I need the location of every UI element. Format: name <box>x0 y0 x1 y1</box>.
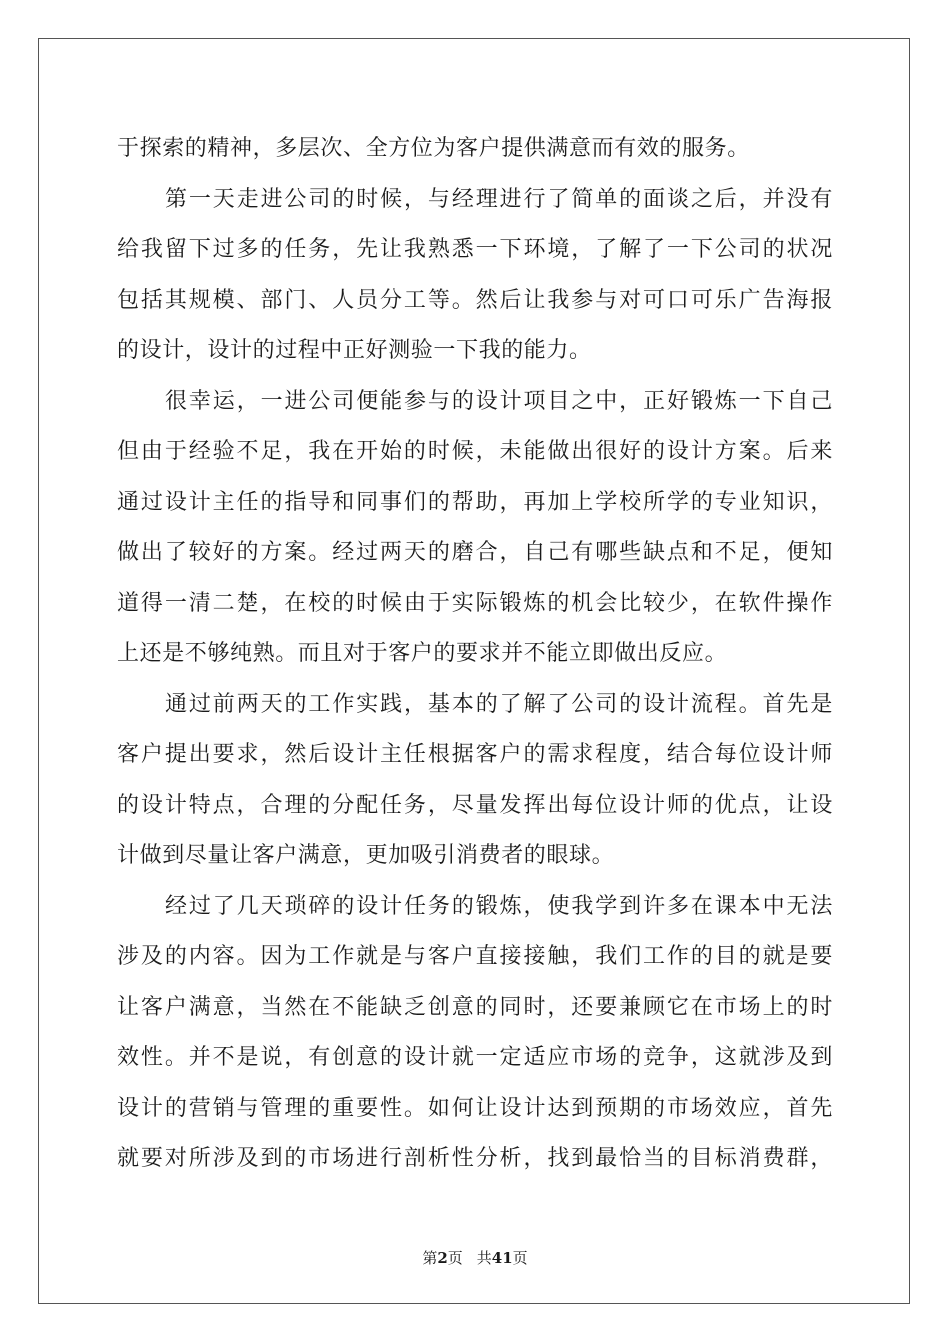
text-line: 就要对所涉及到的市场进行剖析性分析，找到最恰当的目标消费群， <box>117 1146 833 1171</box>
page-footer <box>0 1248 950 1268</box>
text-line: 的设计特点，合理的分配任务，尽量发挥出每位设计师的优点，让设 <box>117 792 833 818</box>
document-body <box>117 124 833 1185</box>
text-line: 客户提出要求，然后设计主任根据客户的需求程度，结合每位设计师 <box>117 742 833 767</box>
text-line: 但由于经验不足，我在开始的时候，未能做出很好的设计方案。后来 <box>117 439 833 464</box>
text-line: 计做到尽量让客户满意，更加吸引消费者的眼球。 <box>117 843 615 868</box>
text-line: 的设计，设计的过程中正好测验一下我的能力。 <box>117 338 592 363</box>
text-line: 道得一清二楚，在校的时候由于实际锻炼的机会比较少，在软件操作 <box>117 590 833 616</box>
text-line: 让客户满意，当然在不能缺乏创意的同时，还要兼顾它在市场上的时 <box>117 994 833 1020</box>
text-line: 给我留下过多的任务，先让我熟悉一下环境，了解了一下公司的状况 <box>117 237 833 262</box>
text-line: 上还是不够纯熟。而且对于客户的要求并不能立即做出反应。 <box>117 641 728 666</box>
total-prefix: 共 <box>476 1249 492 1267</box>
page-number: 2 <box>437 1249 448 1267</box>
text-line: 涉及的内容。因为工作就是与客户直接接触，我们工作的目的就是要 <box>117 944 833 969</box>
text-line: 效性。并不是说，有创意的设计就一定适应市场的竞争，这就涉及到 <box>117 1045 833 1070</box>
text-line: 于探索的精神，多层次、全方位为客户提供满意而有效的服务。 <box>117 136 750 161</box>
text-line: 通过设计主任的指导和同事们的帮助，再加上学校所学的专业知识， <box>117 489 833 515</box>
text-line: 包括其规模、部门、人员分工等。然后让我参与对可口可乐广告海报 <box>117 287 833 313</box>
total-suffix: 页 <box>512 1249 528 1267</box>
text-line: 第一天走进公司的时候，与经理进行了简单的面谈之后，并没有 <box>165 186 833 212</box>
text-line: 很幸运，一进公司便能参与的设计项目之中，正好锻炼一下自己 <box>165 388 833 414</box>
text-line: 设计的营销与管理的重要性。如何让设计达到预期的市场效应，首先 <box>117 1095 833 1121</box>
text-line: 经过了几天琐碎的设计任务的锻炼，使我学到许多在课本中无法 <box>165 893 833 919</box>
page-suffix: 页 <box>447 1249 463 1267</box>
page-prefix: 第 <box>422 1249 438 1267</box>
text-line: 通过前两天的工作实践，基本的了解了公司的设计流程。首先是 <box>165 691 833 717</box>
text-line: 做出了较好的方案。经过两天的磨合，自己有哪些缺点和不足，便知 <box>117 540 833 565</box>
total-pages: 41 <box>491 1249 513 1267</box>
